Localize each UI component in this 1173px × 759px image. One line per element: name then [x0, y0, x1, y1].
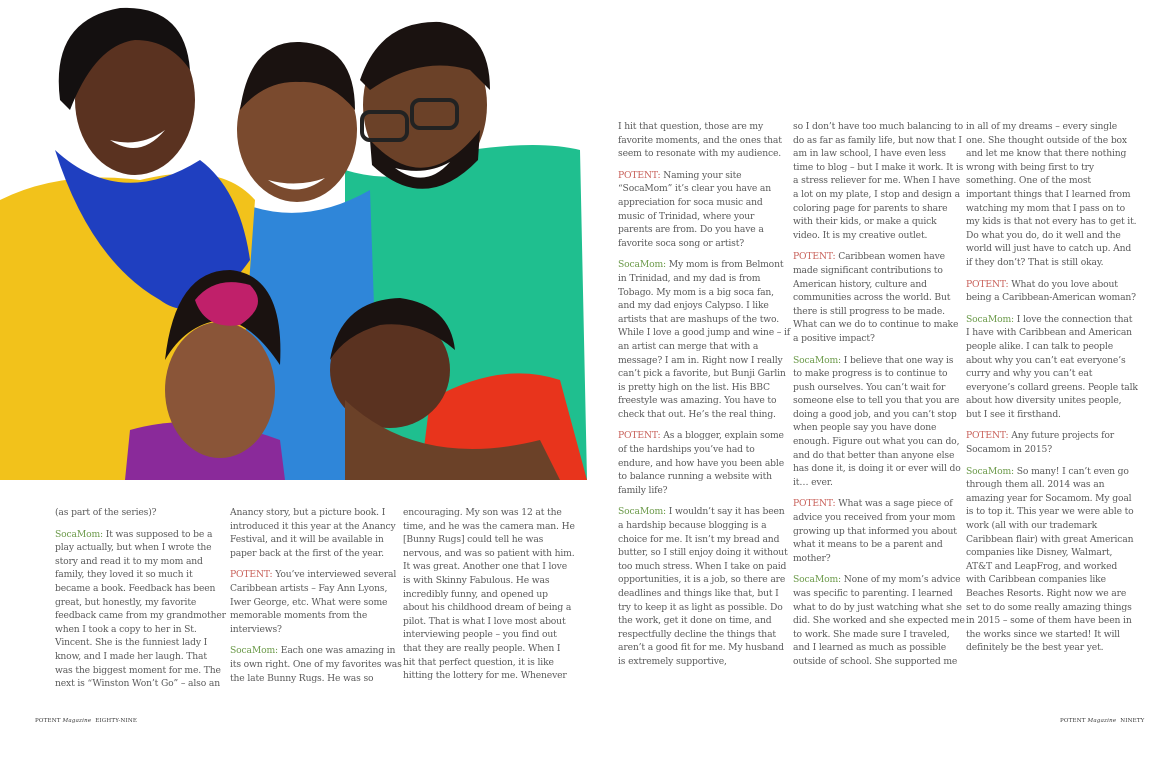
- potent-label: POTENT:: [966, 278, 1009, 290]
- article-column-4: [618, 120, 790, 677]
- socamom-label: SocaMom:: [793, 354, 841, 366]
- paragraph: SocaMom: I wouldn’t say it has been a hardship because blogging is a choice for me. It isn’t my bread and butter, so I still enjoy doing it without too much stress. When I take on paid opportunities, it is a job, so there are deadlines and things like that, but I try to keep it as light as possible. Do the work, get it done on time, and respectfully decline the things that aren’t a good fit for me. My husband is extremely supportive,: [618, 506, 788, 667]
- paragraph: POTENT: What was a sage piece of advice you received from your mom growing up that informed you about what it means to be a parent and mother?: [793, 498, 957, 564]
- paragraph: SocaMom: It was supposed to be a play actually, but when I wrote the story and read it to my mom and family, they loved it so much it became a book. Feedback has been great, but honestly, my favorite feedback came from my grandmother when I took a copy to her in St. Vincent. She is the funniest lady I know, and I made her laugh. That was the biggest moment for me. The next is “Winston Won’t Go” – also an: [55, 528, 226, 690]
- potent-label: POTENT:: [230, 569, 273, 581]
- potent-label: POTENT:: [793, 498, 836, 510]
- potent-label: POTENT:: [966, 430, 1009, 442]
- paragraph: (as part of the series)?: [55, 507, 157, 518]
- potent-label: POTENT:: [618, 430, 661, 442]
- article-column-2: [230, 506, 402, 693]
- family-portrait-illustration: [0, 0, 587, 480]
- paragraph: I hit that question, those are my favorite moments, and the ones that seem to resonate with my audience.: [618, 121, 782, 160]
- paragraph: POTENT: Caribbean women have made significant contributions to American history, culture and communities across the world. But there is still progress to be made. What can we do to continue to make a positive impact?: [793, 251, 959, 344]
- potent-label: POTENT:: [618, 169, 661, 181]
- paragraph: POTENT: You’ve interviewed several Caribbean artists – Fay Ann Lyons, Iwer George, etc. What were some memorable moments from the interviews?: [230, 569, 397, 635]
- footer-magazine: Magazine: [1087, 718, 1117, 724]
- paragraph: POTENT: As a blogger, explain some of the hardships you’ve had to endure, and how have you been able to balance running a website with family life?: [618, 430, 784, 496]
- socamom-label: SocaMom:: [618, 259, 666, 271]
- paragraph: POTENT: Naming your site “SocaMom” it’s clear you have an appreciation for soca music and music of Trinidad, where your parents are from. Do you have a favorite soca song or artist?: [618, 169, 772, 249]
- paragraph: SocaMom: I believe that one way is to make progress is to continue to push ourselves. You can’t wait for someone else to tell you that you are doing a good job, and you can’t stop when people say you have done enough. Figure out what you can do, and do that better than anyone else has done it, is doing it or ever will do it… ever.: [793, 354, 961, 488]
- paragraph: SocaMom: None of my mom’s advice was specific to parenting. I learned what to do by just watching what she did. She worked and she expected me to work. She made sure I traveled, and I learned as much as possible outside of school. She supported me: [793, 574, 965, 667]
- family-photo: [0, 0, 587, 480]
- paragraph: Anancy story, but a picture book. I introduced it this year at the Anancy Festival, and it will be available in paper back at the first of the year.: [230, 507, 396, 559]
- socamom-label: SocaMom:: [618, 506, 666, 518]
- paragraph: SocaMom: My mom is from Belmont in Trinidad, and my dad is from Tobago. My mom is a big soca fan, and my dad enjoys Calypso. I like artists that are mashups of the two. While I love a good jump and wine – if an artist can merge that with a message? I am in. Right now I really can’t pick a favorite, but Bunji Garlin is pretty high on the list. His BBC freestyle was amazing. You have to check that out. He’s the real thing.: [618, 259, 791, 420]
- paragraph: encouraging. My son was 12 at the time, and he was the camera man. He [Bunny Rugs] could tell he was nervous, and was so patient with him. It was great. Another one that I love is with Skinny Fabulous. He was incredibly funny, and opened up about his childhood dream of being a pilot. That is what I love most about interviewing people – you find out that they are really people. When I hit that perfect question, it is like hitting the lottery for me. Whenever: [403, 507, 575, 682]
- footer-brand: POTENT: [35, 718, 61, 724]
- paragraph: SocaMom: So many! I can’t even go through them all. 2014 was an amazing year for Socamom. My goal is to top it. This year we were able to work (all with our trademark Caribbean flair) with great American companies like Disney, Walmart, AT&T and LeapFrog, and worked with Caribbean companies like Beaches Resorts. Right now we are set to do some really amazing things in 2015 – some of them have been in the works since we started! It will definitely be the best year yet.: [966, 465, 1134, 654]
- paragraph: in all of my dreams – every single one. She thought outside of the box and let me know that there nothing wrong with being first to try something. One of the most important things that I learned from watching my mom that I pass on to my kids is that not every has to get it. Do what you do, do it well and the world will just have to catch up. And if they don’t? That is still okay.: [966, 121, 1137, 268]
- article-column-5: [793, 120, 965, 677]
- socamom-label: SocaMom:: [966, 313, 1014, 325]
- footer-brand: POTENT: [1060, 718, 1086, 724]
- article-column-6: [966, 120, 1138, 663]
- paragraph: so I don’t have too much balancing to do as far as family life, but now that I am in law school, I have even less time to blog – but I make it work. It is a stress reliever for me. When I have a lot on my plate, I stop and design a coloring page for parents to share with their kids, or make a quick video. It is my creative outlet.: [793, 121, 964, 241]
- socamom-label: SocaMom:: [966, 465, 1014, 477]
- paragraph: POTENT: Any future projects for Socamom in 2015?: [966, 430, 1114, 456]
- article-column-1: [55, 506, 227, 699]
- potent-label: POTENT:: [793, 251, 836, 263]
- paragraph: POTENT: What do you love about being a Caribbean-American woman?: [966, 278, 1136, 304]
- page-footer-left: [35, 718, 137, 724]
- socamom-label: SocaMom:: [55, 528, 103, 540]
- paragraph: SocaMom: Each one was amazing in its own right. One of my favorites was the late Bunny Rugs. He was so: [230, 645, 402, 684]
- footer-magazine: Magazine: [62, 718, 92, 724]
- article-column-3: [403, 506, 575, 691]
- page-number: NINETY: [1120, 718, 1145, 724]
- socamom-label: SocaMom:: [230, 645, 278, 657]
- socamom-label: SocaMom:: [793, 574, 841, 586]
- page-number: EIGHTY-NINE: [95, 718, 138, 724]
- page-footer-right: [1060, 718, 1145, 724]
- paragraph: SocaMom: I love the connection that I have with Caribbean and American people alike. I can talk to people about why you can’t eat everyone’s curry and why you can’t eat everyone’s collard greens. People talk about how diversity unites people, but I see it firsthand.: [966, 313, 1138, 420]
